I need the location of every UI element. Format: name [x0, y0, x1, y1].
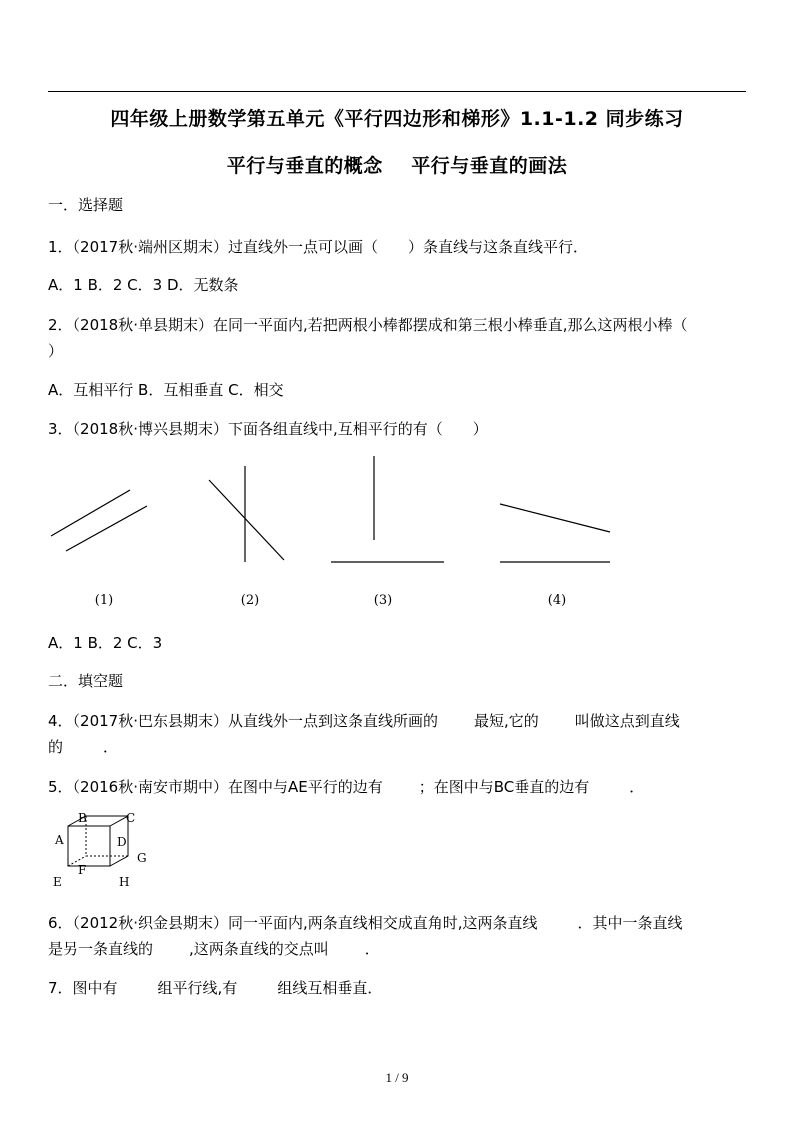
page-title: 四年级上册数学第五单元《平行四边形和梯形》1.1-1.2 同步练习	[110, 108, 684, 130]
question-4-text-d: 的	[48, 738, 64, 756]
question-4-line2	[48, 736, 118, 757]
cube-label-e: E	[53, 875, 62, 889]
figure-4-label: (4)	[547, 593, 567, 608]
figure-3-label: (3)	[373, 593, 393, 608]
cube-label-a: A	[55, 833, 64, 847]
cube-label-b: B	[78, 811, 87, 825]
cube-label-d: D	[117, 835, 127, 849]
cube-label-h: H	[119, 875, 130, 889]
question-5-text-c: ．	[629, 778, 645, 796]
figure-2-label: (2)	[240, 593, 260, 608]
question-1-stem: 1．（2017秋·端州区期末）过直线外一点可以画（ ）条直线与这条直线平行．	[48, 238, 588, 256]
figure-1-label: (1)	[94, 593, 114, 608]
question-2-options: A．互相平行 B．互相垂直 C．相交	[48, 381, 284, 399]
section-heading-fill: 二．填空题	[48, 672, 124, 690]
cube-figure	[46, 808, 156, 892]
question-4-text-e: ．	[103, 738, 119, 756]
question-1-options: A．1 B．2 C．3 D．无数条	[48, 276, 239, 294]
figure-1	[51, 490, 147, 608]
question-3-stem: 3．（2018秋·博兴县期末）下面各组直线中,互相平行的有（ ）	[48, 420, 488, 438]
question-2-stem-line1: 2．（2018秋·单县期末）在同一平面内,若把两根小棒都摆成和第三根小棒垂直,那么这两根小棒（	[48, 316, 688, 334]
question-6-line1	[48, 912, 683, 933]
question-7-line	[48, 977, 382, 998]
question-2-stem-line2: ）	[48, 342, 64, 360]
question-7-text-c: 组线互相垂直．	[277, 979, 383, 997]
cube-label-g: G	[137, 851, 147, 865]
question-3-options: A．1 B．2 C．3	[48, 634, 163, 652]
cube-label-f: F	[78, 863, 87, 877]
question-6-text-d: ,这两条直线的交点叫	[189, 940, 329, 958]
question-4-text-a: 4．（2017秋·巴东县期末）从直线外一点到这条直线所画的	[48, 712, 438, 730]
page-number: 1 / 9	[385, 1070, 409, 1085]
page-subtitle: 平行与垂直的概念 平行与垂直的画法	[226, 155, 568, 177]
question-4-text-c: 叫做这点到直线	[574, 712, 680, 730]
cube-label-c: C	[126, 811, 136, 825]
section-heading-choice: 一．选择题	[48, 196, 124, 214]
question-5-text-a: 5．（2016秋·南安市期中）在图中与AE平行的边有	[48, 778, 383, 796]
question-6-line2	[48, 938, 380, 959]
header-rule	[48, 91, 746, 92]
question-5-text-b: ；在图中与BC垂直的边有	[418, 778, 590, 796]
question-4-line1	[48, 710, 680, 731]
question-7-text-a: 7．图中有	[48, 979, 118, 997]
question-5-line	[48, 776, 644, 797]
question-6-text-c: 是另一条直线的	[48, 940, 154, 958]
question-6-text-b: ．其中一条直线	[577, 914, 683, 932]
figure-2	[209, 466, 284, 608]
question-6-text-a: 6．（2012秋·织金县期末）同一平面内,两条直线相交成直角时,这两条直线	[48, 914, 538, 932]
question-6-text-e: ．	[364, 940, 380, 958]
question-7-text-b: 组平行线,有	[157, 979, 238, 997]
figure-3	[331, 456, 444, 608]
figure-4	[500, 504, 610, 608]
question-4-text-b: 最短,它的	[474, 712, 539, 730]
question-3-figures	[0, 450, 794, 615]
